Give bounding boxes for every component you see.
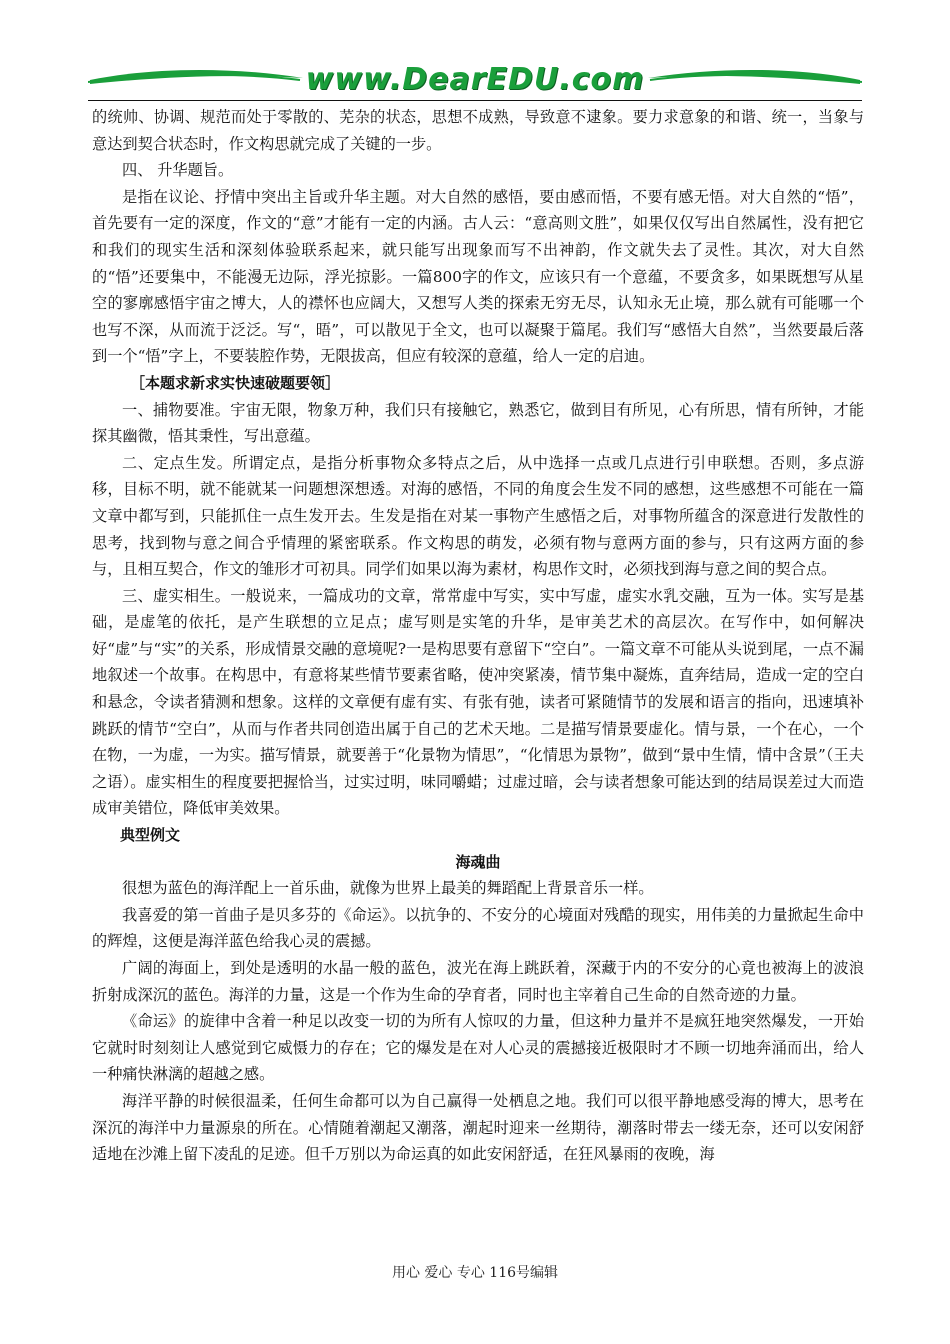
- site-header: [88, 58, 862, 100]
- body-paragraph: 的统帅、协调、规范而处于零散的、芜杂的状态，思想不成熟，导致意不逮象。要力求意象的和谐、统一，当象与意达到契合状态时，作文构思就完成了关键的一步。: [92, 108, 864, 153]
- header-divider: [88, 100, 862, 101]
- body-paragraph: 《命运》的旋律中含着一种足以改变一切的为所有人惊叹的力量，但这种力量并不是疯狂地突然爆发，一开始它就时时刻刻让人感觉到它威慑力的存在；它的爆发是在对人心灵的震撼接近极限时才不顾一切地奔涌而出，给人一种痛快淋漓的超越之感。: [92, 1012, 864, 1084]
- site-logo: www.DearEDU.com: [305, 62, 645, 97]
- body-paragraph: 一、捕物要准。宇宙无限，物象万种，我们只有接触它，熟悉它，做到目有所见，心有所思，情有所钟，才能探其幽微，悟其秉性，写出意蕴。: [92, 400, 864, 446]
- body-paragraph: 广阔的海面上，到处是透明的水晶一般的蓝色，波光在海上跳跃着，深藏于内的不安分的心竟也被海上的波浪折射成深沉的蓝色。海洋的力量，这是一个作为生命的孕育者，同时也主宰着自己生命的自然奇迹的力量。: [92, 959, 864, 1004]
- essay-title: 海魂曲: [455, 852, 501, 871]
- body-paragraph: 海洋平静的时候很温柔，任何生命都可以为自己赢得一处栖息之地。我们可以很平静地感受海的博大，思考在深沉的海洋中力量源泉的所在。心情随着潮起又潮落，潮起时迎来一丝期待，潮落时带去一缕无奈，还可以安闲舒适地在沙滩上留下凌乱的足迹。但千万别以为命运真的如此安闲舒适，在狂风暴雨的夜晚，海: [92, 1091, 864, 1164]
- page-footer: 用心 爱心 专心 116号编辑: [391, 1265, 559, 1281]
- body-paragraph: 二、定点生发。所谓定点，是指分析事物众多特点之后，从中选择一点或几点进行引申联想。否则，多点游移，目标不明，就不能就某一问题想深想透。对海的感悟，不同的角度会生发不同的感想，这些感想不可能在一篇文章中都写到，只能抓住一点生发开去。生发是指在对某一事物产生感悟之后，对事物所蕴含的深意进行发散性的思考，找到物与意之间合乎情理的紧密联系。作文构思的萌发，必须有物与意两方面的参与，只有这两方面的参与，且相互契合，作文的雏形才可初具。同学们如果以海为素材，构思作文时，必须找到海与意之间的契合点。: [92, 453, 864, 579]
- body-paragraph: 是指在议论、抒情中突出主旨或升华主题。对大自然的感悟，要由感而悟，不要有感无悟。对大自然的“悟”，首先要有一定的深度，作文的“意”才能有一定的内涵。古人云：“意高则文胜”，如果仅仅写出自然属性，没有把它和我们的现实生活和深刻体验联系起来，就只能写出现象而写不出神韵，作文就失去了灵性。其次，对大自然的“悟”还要集中，不能漫无边际，浮光掠影。一篇800字的作文，应该只有一个意蕴，不要贪多，如果既想写从星空的寥廓感悟宇宙之博大，人的襟怀也应阔大，又想写人类的探索无穷无尽，认知永无止境，那么就有可能哪一个也写不深，从而流于泛泛。写“，晤”，可以散见于全文，也可以凝聚于篇尾。我们写“感悟大自然”，当然要最后落到一个“悟”字上，不要装腔作势，无限拔高，但应有较深的意蕴，给人一定的启迪。: [92, 187, 864, 366]
- body-paragraph: 很想为蓝色的海洋配上一首乐曲，就像为世界上最美的舞蹈配上背景音乐一样。: [122, 879, 654, 898]
- section-heading: ［本题求新求实快速破题要领］: [130, 373, 341, 392]
- body-paragraph: 四、 升华题旨。: [122, 161, 234, 180]
- document-body: [92, 104, 864, 1168]
- body-paragraph: 三、虚实相生。一般说来，一篇成功的文章，常常虚中写实，实中写虚，虚实水乳交融，互为一体。实写是基础，是虚笔的依托，是产生联想的立足点；虚写则是实笔的升华，是审美艺术的高层次。在写作中，如何解决好“虚”与“实”的关系，形成情景交融的意境呢?一是构思要有意留下“空白”。一篇文章不可能从头说到尾，一点不漏地叙述一个故事。在构思中，有意将某些情节要素省略，使冲突紧凑，情节集中凝炼，直奔结局，造成一定的空白和悬念，令读者猜测和想象。这样的文章便有虚有实、有张有弛，读者可紧随情节的发展和语言的指向，迅速填补跳跃的情节“空白”，从而与作者共同创造出属于自己的艺术天地。二是描写情景要虚化。情与景，一个在心，一个在物，一为虚，一为实。描写情景，就要善于“化景物为情思”，“化情思为景物”，做到“景中生情，情中含景”（王夫之语）。虚实相生的程度要把握恰当，过实过明，味同嚼蜡；过虚过暗，会与读者想象可能达到的结局误差过大而造成审美错位，降低审美效果。: [92, 586, 864, 818]
- body-paragraph: 我喜爱的第一首曲子是贝多芬的《命运》。以抗争的、不安分的心境面对残酷的现实，用伟美的力量掀起生命中的辉煌，这便是海洋蓝色给我心灵的震撼。: [92, 905, 864, 951]
- section-heading: 典型例文: [120, 826, 181, 845]
